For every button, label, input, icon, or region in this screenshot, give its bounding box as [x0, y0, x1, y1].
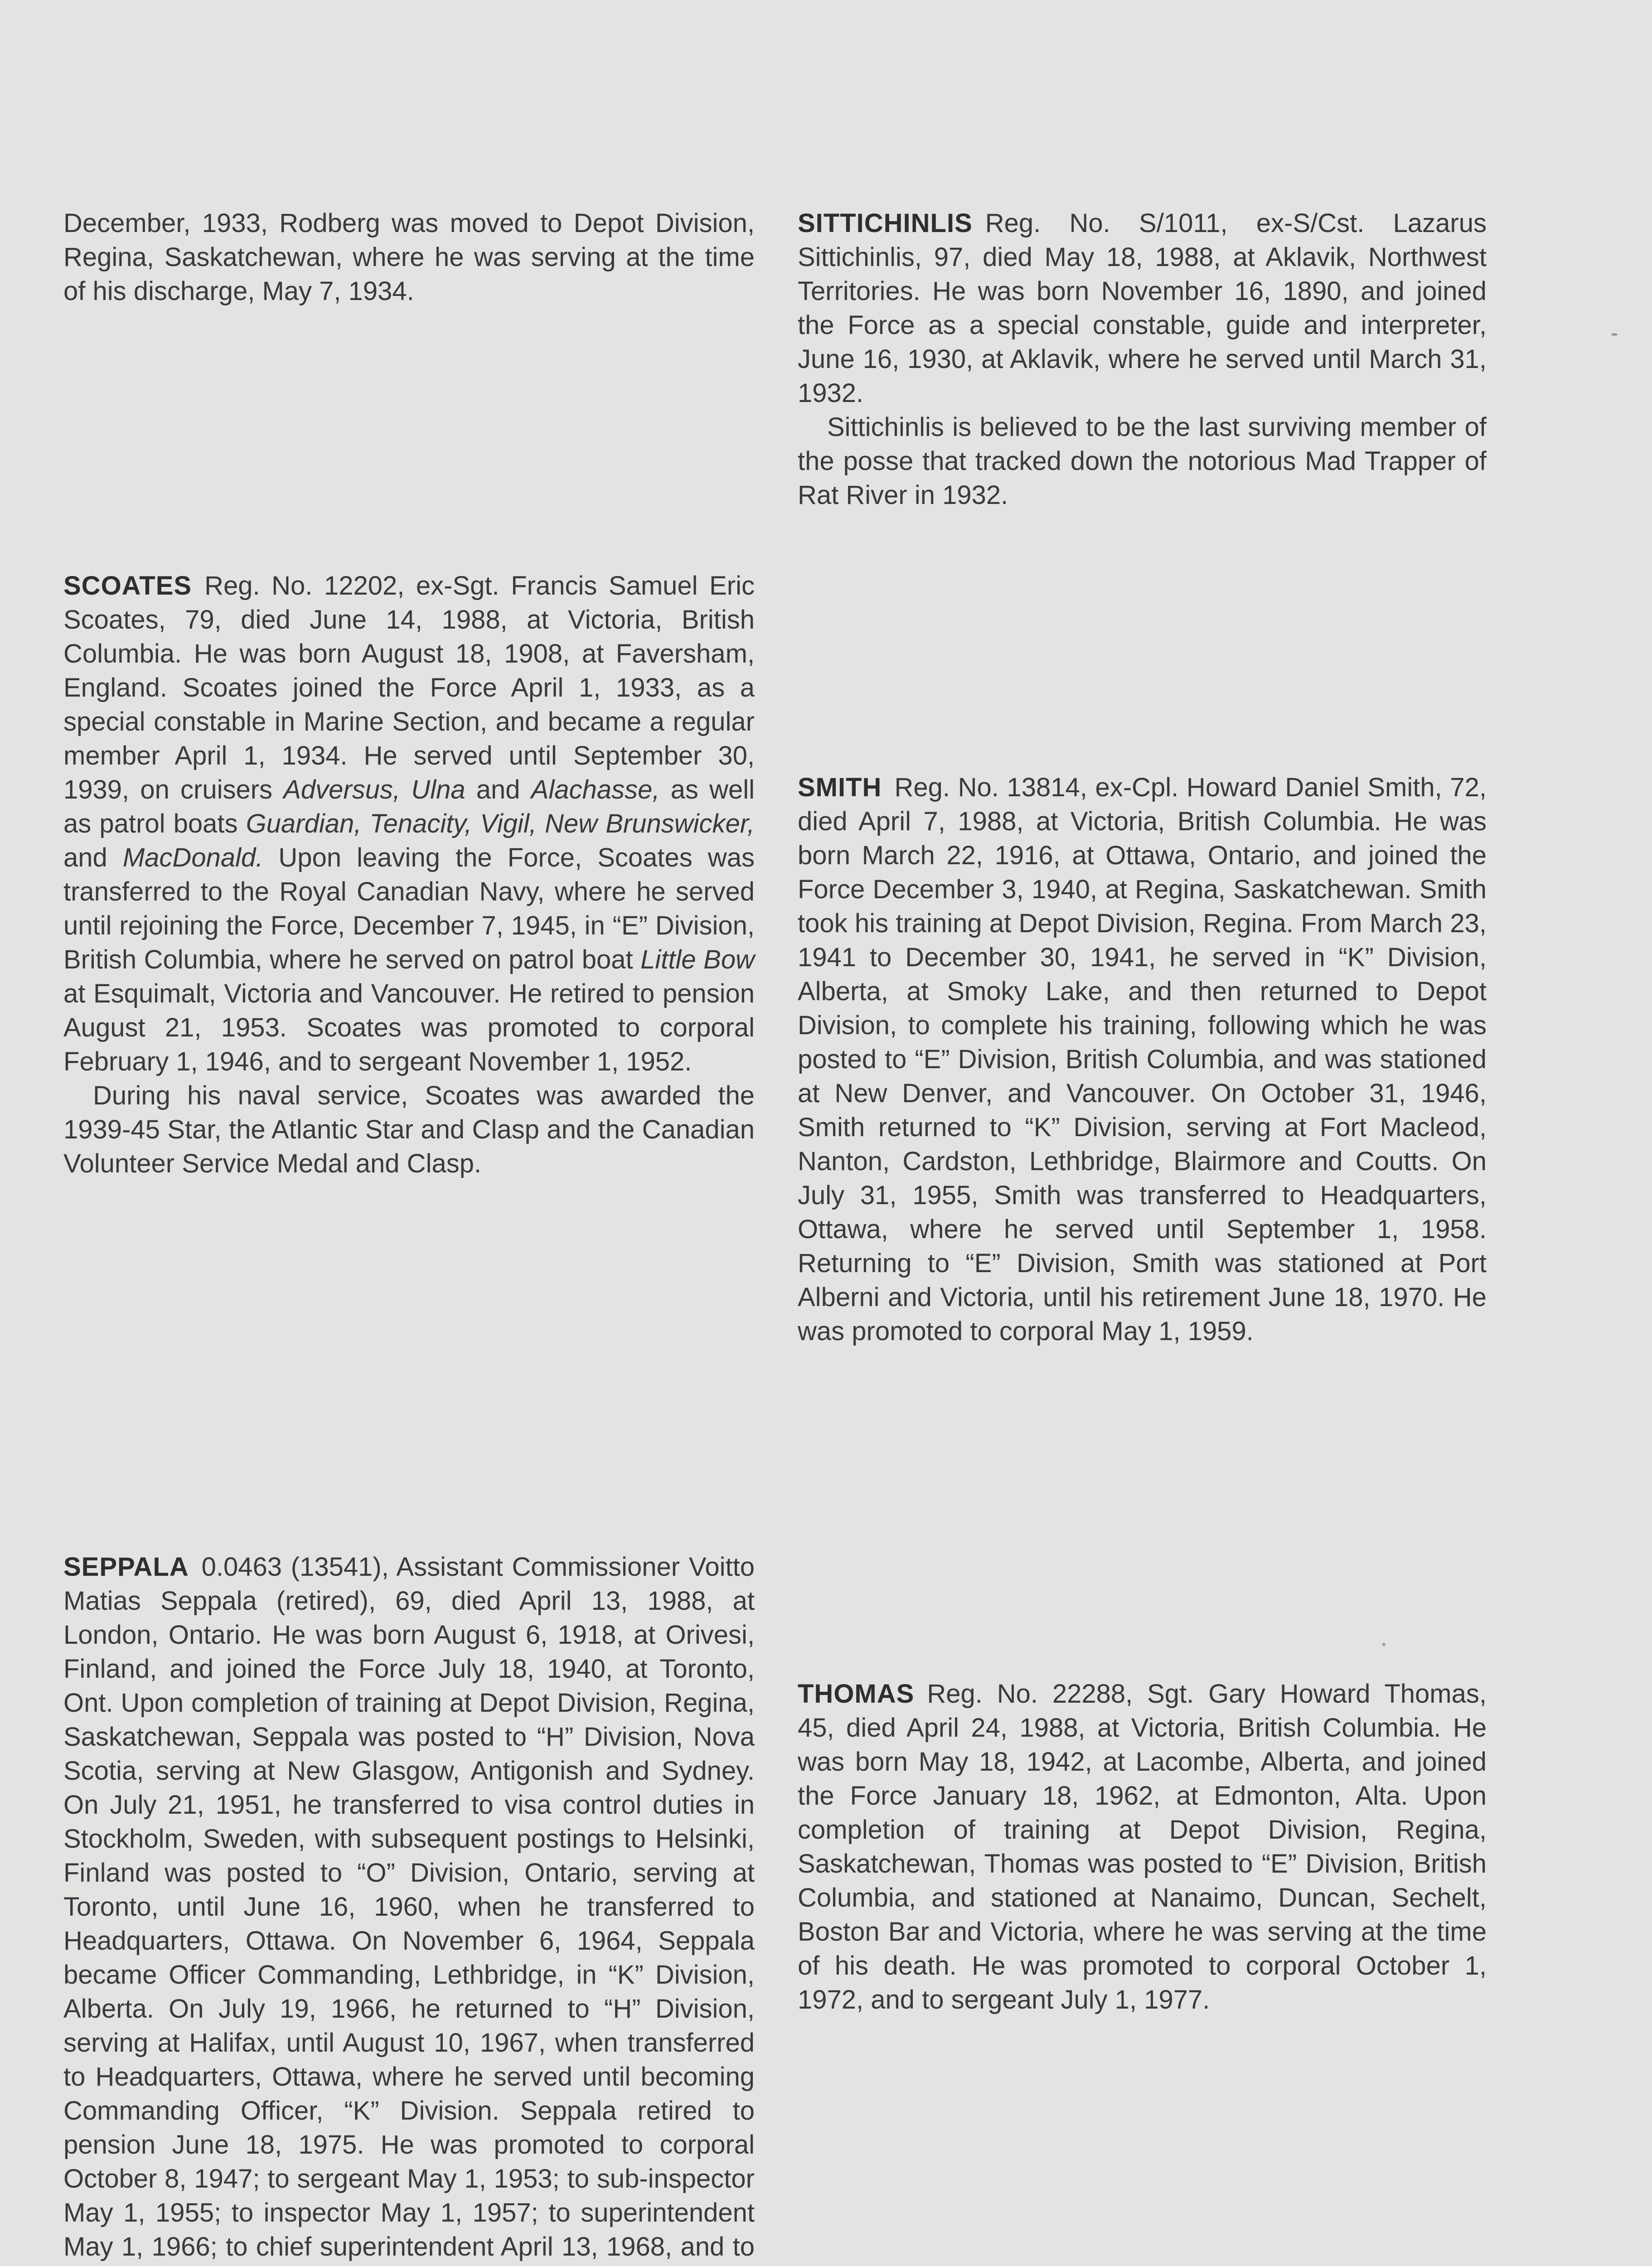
entry-surname: THOMAS [798, 1679, 915, 1709]
entry-text: Upon leaving the Force, Scoates was transferred to the Royal Canadian Navy, where he served until rejoining the Force, December 7, 1945, in “E” Division, British Columbia, where he served on patrol boat [63, 843, 755, 974]
ship-names: Guardian, Tenacity, Vigil, New Brunswicker, [246, 809, 755, 838]
entry-sittichinlis [798, 206, 1487, 512]
entry-smith [798, 770, 1487, 1348]
entry-paragraph: Sittichinlis is believed to be the last surviving member of the posse that tracked down the notorious Mad Trapper of Rat River in 1932. [798, 412, 1487, 510]
entry-text: Reg. No. S/1011, ex-S/Cst. Lazarus Sittichinlis, 97, died May 18, 1988, at Aklavik, Northwest Territories. He was born November 16, 1890, and joined the Force as a special constable, guide and interpreter, June 16, 1930, at Aklavik, where he served until March 31, 1932. [798, 208, 1487, 408]
entry-surname: SEPPALA [63, 1552, 189, 1582]
entry-surname: SITTICHINLIS [798, 208, 973, 238]
entry-text: and [63, 843, 123, 872]
entry-paragraph [798, 1677, 1487, 2017]
ship-names: MacDonald. [122, 843, 263, 872]
print-speck [1382, 1643, 1386, 1646]
entry-text: Reg. No. 13814, ex-Cpl. Howard Daniel Smith, 72, died April 7, 1988, at Victoria, British Columbia. He was born March 22, 1916, at Ottawa, Ontario, and joined the Force December 3, 1940, at Regina, Saskatchewan. Smith took his training at Depot Division, Regina. From March 23, 1941 to December 30, 1941, he served in “K” Division, Alberta, at Smoky Lake, and then returned to Depot Division, to complete his training, following which he was posted to “E” Division, British Columbia, and was stationed at New Denver, and Vancouver. On October 31, 1946, Smith returned to “K” Division, serving at Fort Macleod, Nanton, Cardston, Lethbridge, Blairmore and Coutts. On July 31, 1955, Smith was transferred to Headquarters, Ottawa, where he served until September 1, 1958. Returning to “E” Division, Smith was stationed at Port Alberni and Victoria, until his retirement June 18, 1970. He was promoted to corporal May 1, 1959. [798, 773, 1487, 1346]
entry-paragraph [63, 1550, 755, 2266]
entry-seppala [63, 1550, 755, 2266]
entry-paragraph [798, 770, 1487, 1348]
entry-surname: SMITH [798, 773, 882, 802]
entry-scoates [63, 569, 755, 1181]
entry-text: 0.0463 (13541), Assistant Commissioner Voitto Matias Seppala (retired), 69, died April 13, 1988, at London, Ontario. He was born August 6, 1918, at Orivesi, Finland, and joined the Force July 18, 1940, at Toronto, Ont. Upon completion of training at Depot Division, Regina, Saskatchewan, Seppala was posted to “H” Division, Nova Scotia, serving at New Glasgow, Antigonish and Sydney. On July 21, 1951, he transferred to visa control duties in Stockholm, Sweden, with subsequent postings to Helsinki, Finland was posted to “O” Division, Ontario, serving at Toronto, until June 16, 1960, when he transferred to Headquarters, Ottawa. On November 6, 1964, Seppala became Officer Commanding, Lethbridge, in “K” Division, Alberta. On July 19, 1966, he returned to “H” Division, serving at Halifax, until August 10, 1967, when transferred to Headquarters, Ottawa, where he served until becoming Commanding Officer, “K” Division. Seppala retired to pension June 18, 1975. He was promoted to corporal October 8, 1947; to sergeant May 1, 1953; to sub-inspector May 1, 1955; to inspector May 1, 1957; to superintendent May 1, 1966; to chief superintendent April 13, 1968, and to [63, 1552, 755, 2261]
entry-text: Reg. No. 12202, ex-Sgt. Francis Samuel Eric Scoates, 79, died June 14, 1988, at Victoria, British Columbia. He was born August 18, 1908, at Faversham, England. Scoates joined the Force April 1, 1933, as a special constable in Marine Section, and became a regular member April 1, 1934. He served until September 30, 1939, on cruisers [63, 571, 755, 804]
entry-text: and [465, 775, 531, 804]
entry-surname: SCOATES [63, 571, 192, 600]
entry-text: as well as patrol boats [63, 775, 755, 838]
entry-text: December, 1933, Rodberg was moved to Depot Division, Regina, Saskatchewan, where he was serving at the time of his discharge, May 7, 1934. [63, 208, 755, 306]
entry-paragraph [63, 569, 755, 1079]
print-speck [1611, 333, 1618, 336]
entry-rodberg-continued [63, 206, 755, 308]
entry-paragraph [798, 206, 1487, 410]
ship-names: Adversus, Ulna [283, 775, 465, 804]
entry-thomas [798, 1677, 1487, 2017]
entry-text: at Esquimalt, Victoria and Vancouver. He retired to pension August 21, 1953. Scoates was promoted to corporal February 1, 1946, and to sergeant November 1, 1952. [63, 979, 755, 1076]
entry-text: Reg. No. 22288, Sgt. Gary Howard Thomas, 45, died April 24, 1988, at Victoria, British Columbia. He was born May 18, 1942, at Lacombe, Alberta, and joined the Force January 18, 1962, at Edmonton, Alta. Upon completion of training at Depot Division, Regina, Saskatchewan, Thomas was posted to “E” Division, British Columbia, and stationed at Nanaimo, Duncan, Sechelt, Boston Bar and Victoria, where he was serving at the time of his death. He was promoted to corporal October 1, 1972, and to sergeant July 1, 1977. [798, 1679, 1487, 2014]
entry-paragraph: During his naval service, Scoates was awarded the 1939-45 Star, the Atlantic Star and Clasp and the Canadian Volunteer Service Medal and Clasp. [63, 1081, 755, 1178]
ship-names: Little Bow [640, 945, 755, 974]
ship-names: Alachasse, [531, 775, 660, 804]
